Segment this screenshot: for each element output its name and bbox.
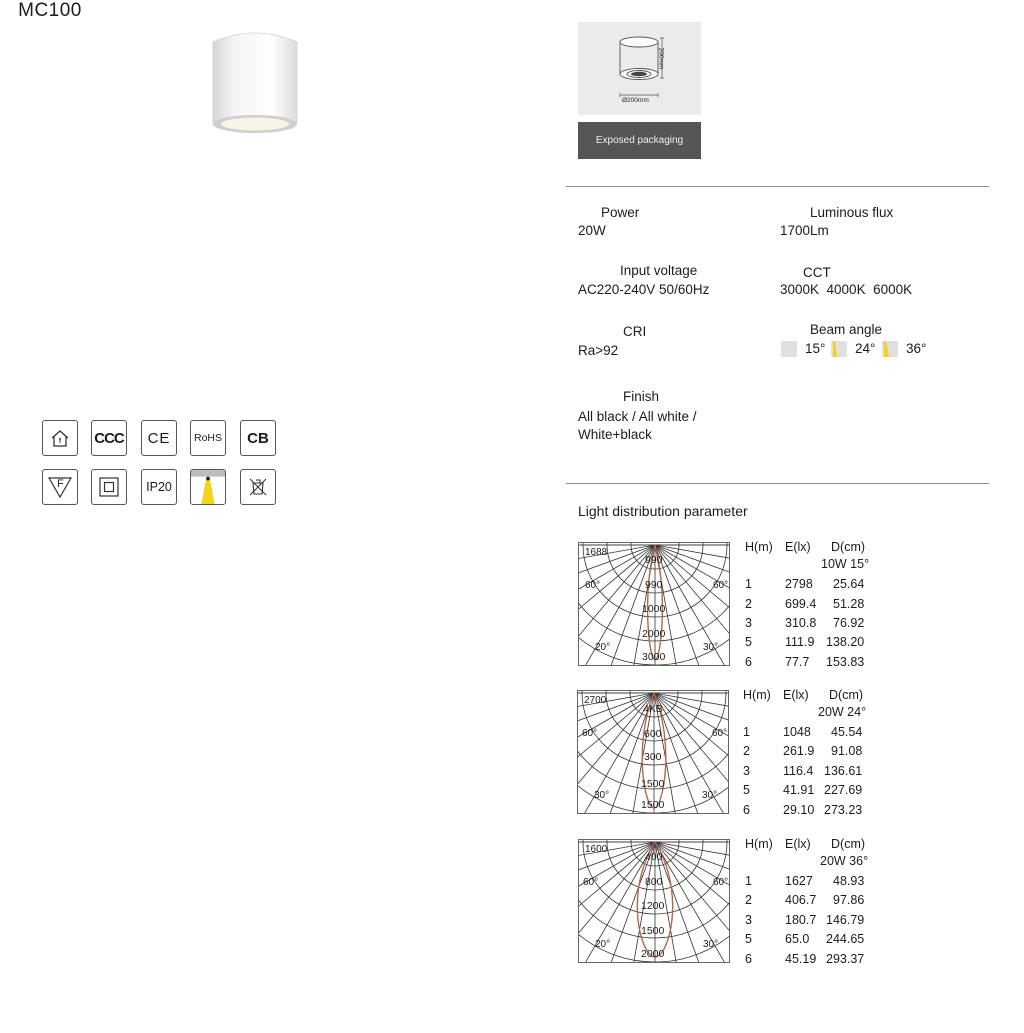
polar-right-angle: 60°	[712, 728, 728, 739]
header-d: D(cm)	[831, 540, 866, 554]
table-cell: 5	[743, 783, 750, 797]
table-cell: 699.4	[785, 597, 817, 611]
finish-value-line2: White+black	[578, 427, 652, 442]
beam-36-swatch	[882, 341, 898, 357]
header-d: D(cm)	[831, 837, 866, 851]
table-cell: 244.65	[826, 932, 865, 946]
cri-label: CRI	[623, 324, 647, 339]
table-cell: 48.93	[833, 874, 865, 888]
polar-grid-spoke	[655, 842, 730, 942]
polar-bottom-right-angle: 30°	[703, 939, 719, 950]
table-cell: 41.91	[783, 783, 815, 797]
finish-label: Finish	[623, 389, 660, 404]
beam-icon	[190, 469, 226, 505]
table-cell: 65.0	[785, 932, 810, 946]
ccc-mark: CCC	[91, 420, 127, 456]
polar-top-left-label: 2700	[584, 695, 607, 706]
table-cell: 227.69	[824, 783, 863, 797]
polar-bottom-left-angle: 20°	[595, 939, 611, 950]
beam-24-swatch	[831, 341, 847, 357]
polar-scale-2: 990	[645, 579, 663, 591]
f-triangle-icon: F	[42, 469, 78, 505]
cct-value: 3000K 4000K 6000K	[780, 282, 913, 297]
table-cell: 2	[745, 597, 752, 611]
table-cell: 45.54	[831, 725, 863, 739]
input-voltage-value: AC220-240V 50/60Hz	[578, 282, 710, 297]
table-cell: 261.9	[783, 744, 815, 758]
header-e: E(lx)	[785, 837, 811, 851]
divider-top	[566, 186, 989, 187]
table-cell: 1	[743, 725, 750, 739]
beam-15-swatch	[781, 341, 797, 357]
input-voltage-label: Input voltage	[620, 263, 698, 278]
table-cell: 6	[743, 803, 750, 817]
polar-top-left-label: 1600	[585, 844, 608, 855]
beam-15-label: 15°	[805, 341, 826, 356]
polar-scale-4: 2000	[642, 628, 666, 640]
polar-scale-4: 1500	[641, 925, 665, 937]
table-cell: 5	[745, 635, 752, 649]
polar-bottom-left-angle: 20°	[595, 642, 611, 653]
table-cell: 406.7	[785, 893, 817, 907]
table-cell: 77.7	[785, 655, 810, 669]
product-name: MC100	[18, 0, 82, 21]
cct-label: CCT	[803, 265, 831, 280]
polar-left-angle: 60°	[582, 728, 598, 739]
table-subtitle: 10W 15°	[821, 557, 870, 571]
cb-mark: CB	[240, 420, 276, 456]
width-label: Ø200mm	[622, 97, 649, 104]
table-cell: 6	[745, 655, 752, 669]
table-cell: 3	[745, 616, 752, 630]
double-insulation-icon	[91, 469, 127, 505]
polar-diagram-2	[577, 690, 729, 814]
polar-scale-4: 1500	[641, 778, 665, 790]
ip-rating: IP20	[141, 469, 177, 505]
table-cell: 2798	[785, 577, 813, 591]
table-cell: 136.61	[824, 764, 863, 778]
header-d: D(cm)	[829, 688, 864, 702]
weee-bin-icon	[240, 469, 276, 505]
packaging-label: Exposed packaging	[578, 122, 701, 159]
table-cell: 116.4	[783, 764, 814, 778]
polar-scale-5: 3000	[642, 651, 666, 663]
polar-scale-3: 1200	[641, 900, 665, 912]
header-h: H(m)	[745, 837, 773, 851]
table-cell: 6	[745, 952, 752, 966]
table-cell: 76.92	[833, 616, 865, 630]
polar-left-angle: 60°	[585, 580, 601, 591]
polar-bottom-left-angle: 30°	[594, 790, 610, 801]
polar-scale-1: 990	[645, 554, 663, 566]
dimension-diagram	[578, 22, 701, 115]
height-label: 200mm	[657, 47, 665, 70]
table-cell: 293.37	[826, 952, 865, 966]
polar-scale-2: 600	[644, 728, 662, 740]
polar-grid-spoke	[655, 545, 730, 645]
header-h: H(m)	[745, 540, 773, 554]
polar-left-angle: 60°	[583, 877, 599, 888]
rohs-mark: RoHS	[190, 420, 226, 456]
table-cell: 111.9	[785, 635, 815, 649]
light-distribution-title: Light distribution parameter	[578, 503, 748, 519]
table-cell: 3	[743, 764, 750, 778]
beam-angle-label: Beam angle	[810, 322, 883, 337]
table-cell: 310.8	[785, 616, 817, 630]
product-image	[205, 28, 305, 143]
table-cell: 1	[745, 874, 752, 888]
table-cell: 5	[745, 932, 752, 946]
table-cell: 180.7	[785, 913, 817, 927]
table-cell: 97.86	[833, 893, 865, 907]
luminous-flux-value: 1700Lm	[780, 223, 829, 238]
power-label: Power	[601, 205, 640, 220]
table-subtitle: 20W 36°	[820, 854, 869, 868]
table-cell: 1048	[783, 725, 811, 739]
table-cell: 2	[743, 744, 750, 758]
table-cell: 25.64	[833, 577, 865, 591]
cri-value: Ra>92	[578, 343, 619, 358]
polar-diagram-1	[578, 542, 730, 666]
ce-mark: CE	[141, 420, 177, 456]
polar-right-angle: 60°	[713, 580, 729, 591]
header-e: E(lx)	[783, 688, 809, 702]
table-cell: 45.19	[785, 952, 817, 966]
table-subtitle: 20W 24°	[818, 705, 867, 719]
polar-scale-3: 300	[644, 751, 662, 763]
beam-24-label: 24°	[855, 341, 876, 356]
table-cell: 51.28	[833, 597, 865, 611]
table-cell: 273.23	[824, 803, 863, 817]
table-cell: 3	[745, 913, 752, 927]
finish-value-line1: All black / All white /	[578, 409, 697, 424]
house-icon	[42, 420, 78, 456]
beam-36-label: 36°	[906, 341, 927, 356]
polar-scale-1: 4KB	[643, 703, 663, 715]
polar-top-left-label: 1688	[585, 547, 608, 558]
header-e: E(lx)	[785, 540, 811, 554]
polar-scale-3: 1000	[642, 603, 666, 615]
table-cell: 1	[745, 577, 752, 591]
table-cell: 138.20	[826, 635, 865, 649]
polar-scale-5: 1500	[641, 799, 665, 811]
power-value: 20W	[578, 223, 606, 238]
polar-scale-2: 800	[645, 876, 663, 888]
table-cell: 91.08	[831, 744, 863, 758]
polar-bottom-right-angle: 30°	[702, 790, 718, 801]
polar-diagram-3	[578, 839, 730, 963]
polar-right-angle: 60°	[713, 877, 729, 888]
table-cell: 146.79	[826, 913, 865, 927]
table-cell: 1627	[785, 874, 813, 888]
luminous-flux-label: Luminous flux	[810, 205, 894, 220]
header-h: H(m)	[743, 688, 771, 702]
polar-scale-5: 2000	[641, 948, 665, 960]
table-cell: 153.83	[826, 655, 865, 669]
table-cell: 29.10	[783, 803, 815, 817]
divider-bottom	[566, 483, 989, 484]
table-cell: 2	[745, 893, 752, 907]
polar-bottom-right-angle: 30°	[703, 642, 719, 653]
polar-scale-1: 400	[645, 851, 663, 863]
